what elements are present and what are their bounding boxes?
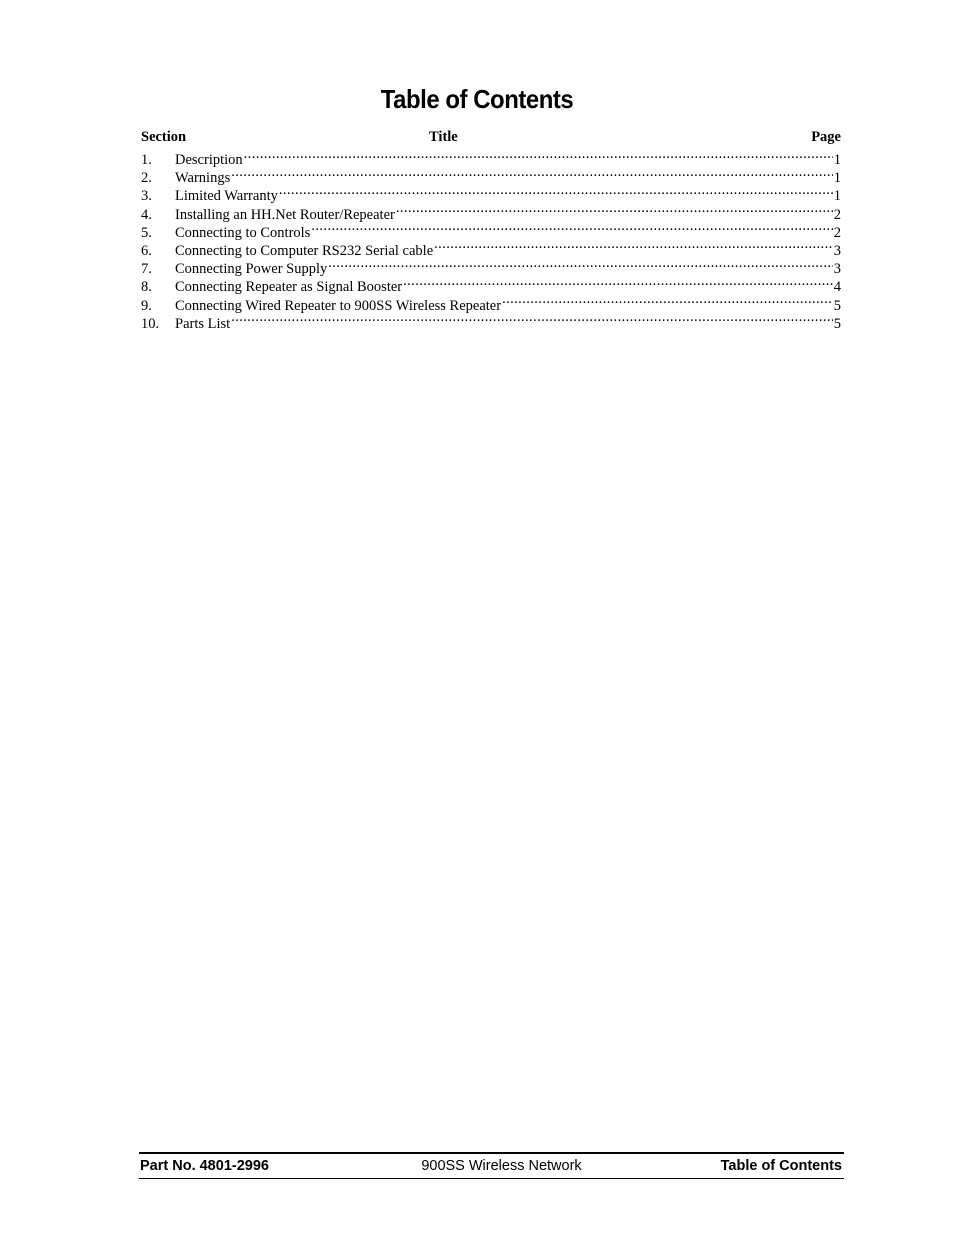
table-of-contents	[141, 128, 841, 332]
toc-entry-number: 4.	[141, 206, 152, 223]
toc-entry-number: 2.	[141, 170, 152, 187]
toc-entry[interactable]	[141, 164, 841, 187]
toc-dot-leader	[396, 201, 833, 219]
toc-dot-leader	[502, 292, 833, 310]
toc-entry-number: 6.	[141, 242, 152, 259]
toc-entry-page[interactable]: 3	[833, 261, 841, 278]
toc-entry-number: 10.	[141, 315, 160, 332]
toc-entry-page[interactable]: 1	[833, 170, 841, 187]
toc-entry-title[interactable]: Limited Warranty	[175, 188, 278, 205]
toc-entry-page[interactable]: 5	[833, 297, 841, 314]
toc-entry-page[interactable]: 2	[833, 224, 841, 241]
toc-entry-title[interactable]: Connecting to Computer RS232 Serial cable	[175, 242, 434, 259]
toc-entry-number: 8.	[141, 279, 152, 296]
toc-entry-number: 3.	[141, 188, 152, 205]
toc-entry-title[interactable]: Connecting Power Supply	[175, 261, 328, 278]
toc-entry-page[interactable]: 3	[833, 242, 841, 259]
toc-entry[interactable]	[141, 146, 841, 168]
toc-entry-title[interactable]: Connecting Repeater as Signal Booster	[175, 279, 403, 296]
toc-entry-number: 9.	[141, 297, 152, 314]
toc-header-row	[141, 128, 841, 146]
toc-header-section: Section	[141, 129, 187, 145]
toc-dot-leader	[231, 164, 833, 182]
toc-entry-title[interactable]: Description	[175, 152, 243, 168]
toc-dot-leader	[434, 237, 833, 255]
toc-entry-title[interactable]: Connecting to Controls	[175, 224, 311, 241]
toc-entry-title[interactable]: Connecting Wired Repeater to 900SS Wireless Repeater	[175, 297, 502, 314]
toc-dot-leader	[244, 146, 833, 164]
toc-header-page: Page	[811, 129, 841, 145]
toc-dot-leader	[311, 219, 832, 237]
footer-document-title: 900SS Wireless Network	[421, 1158, 582, 1174]
toc-entry-page[interactable]: 5	[833, 315, 841, 332]
toc-dot-leader	[279, 182, 833, 200]
toc-entry-page[interactable]: 1	[833, 188, 841, 205]
footer-part-number: Part No. 4801-2996	[140, 1158, 269, 1174]
toc-entry-number: 7.	[141, 261, 152, 278]
toc-entry-number: 5.	[141, 224, 152, 241]
page-title: Table of Contents	[380, 84, 574, 114]
page-footer	[139, 1152, 844, 1179]
toc-dot-leader	[231, 310, 833, 328]
toc-entry-title[interactable]: Parts List	[175, 315, 231, 332]
toc-entry-number: 1.	[141, 152, 152, 168]
toc-entry-page[interactable]: 2	[833, 206, 841, 223]
footer-section-title: Table of Contents	[720, 1158, 842, 1174]
toc-dot-leader	[328, 255, 833, 273]
toc-entry-title[interactable]: Warnings	[175, 170, 231, 187]
toc-header-title: Title	[429, 129, 458, 145]
toc-entry[interactable]	[141, 182, 841, 205]
toc-entry[interactable]	[141, 310, 841, 332]
toc-entry-title[interactable]: Installing an HH.Net Router/Repeater	[175, 206, 395, 223]
toc-entry-page[interactable]: 1	[833, 152, 841, 168]
toc-entry-page[interactable]: 4	[833, 279, 841, 296]
toc-dot-leader	[403, 273, 833, 291]
